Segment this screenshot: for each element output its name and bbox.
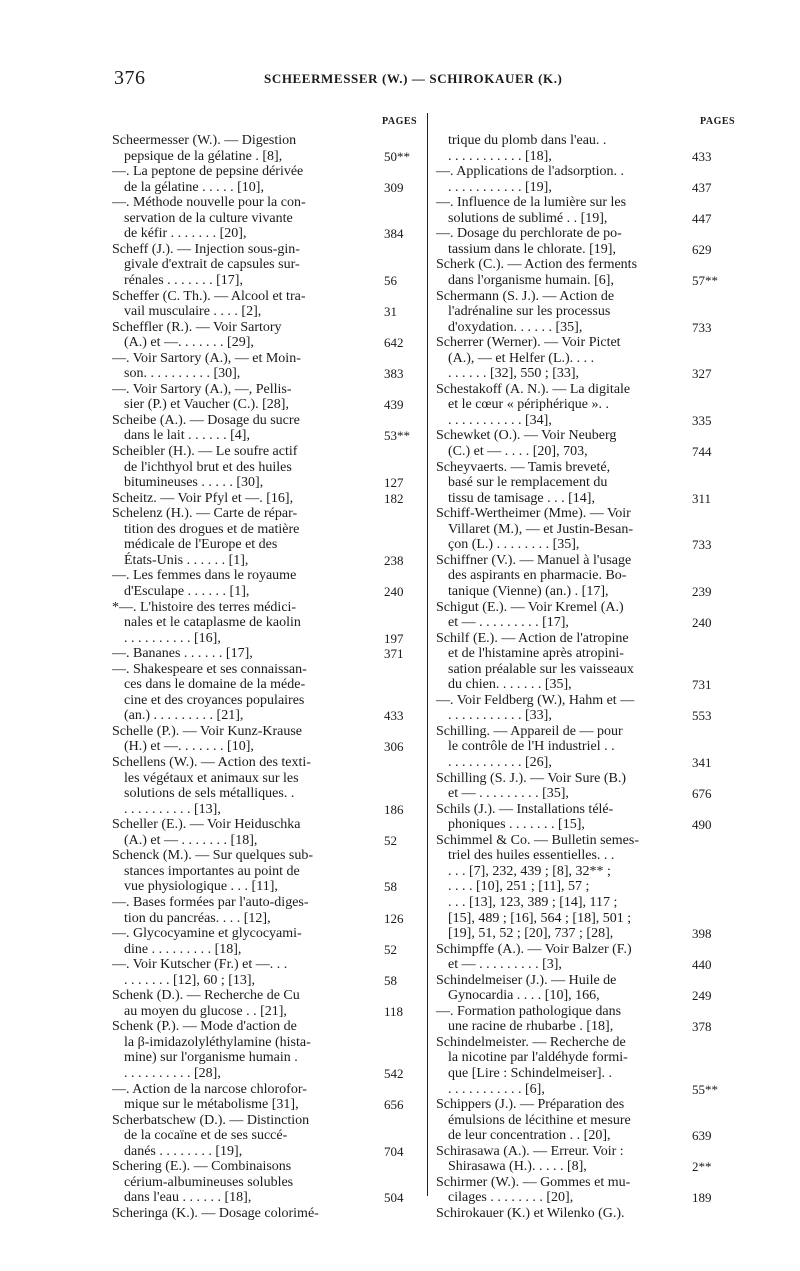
entry-text: —. Voir Feldberg (W.), Hahm et — [436,692,635,708]
entry-text: médicale de l'Europe et des [124,537,278,553]
entry-page: 50** [384,148,410,164]
entry-text: servation de la culture vivante [124,210,293,226]
entry-text: —. Action de la narcose chlorofor- [112,1081,307,1097]
entry-text: Scherk (C.). — Action des ferments [436,257,638,273]
entry-text: des aspirants en pharmacie. Bo- [448,568,627,584]
entry-text: Schiff-Wertheimer (Mme). — Voir [436,506,631,522]
entry-page: 52 [384,832,397,848]
entry-text: triel des huiles essentielles. . . [448,848,615,864]
entry-text: —. Bananes . . . . . . [17], [112,646,253,662]
entry-page: 383 [384,366,404,382]
entry-text: mique sur le métabolisme [31], [124,1097,299,1113]
entry-page: 553 [692,708,712,724]
entry-text: . . . [13], 123, 389 ; [14], 117 ; [448,894,618,910]
entry-text: . . . . . . . . . . [16], [124,630,221,646]
entry-text: . . . [7], 232, 439 ; [8], 32** ; [448,863,611,879]
entry-page: 238 [384,552,404,568]
entry-text: les végétaux et animaux sur les [124,770,299,786]
entry-text: givale d'extrait de capsules sur- [124,257,300,273]
entry-page: 704 [384,1143,404,1159]
entry-text: —. Shakespeare et ses connaissan- [112,661,307,677]
entry-page: 55** [692,1081,718,1097]
entry-text: tion du pancréas. . . . [12], [124,910,271,926]
entry-text: d'oxydation. . . . . . [35], [448,319,583,335]
entry-page: 306 [384,739,404,755]
entry-page: 733 [692,537,712,553]
entry-page: 744 [692,444,712,459]
entry-text: —. Voir Sartory (A.), — et Moin- [112,350,301,366]
entry-text: Schirmer (W.). — Gommes et mu- [436,1174,631,1190]
entry-text: (A.) et —. . . . . . . [29], [124,335,254,351]
entry-text: pepsique de la gélatine . [8], [124,148,283,164]
entry-text: . . . . . . . . . . . [19], [448,179,552,195]
entry-page: 398 [692,926,712,942]
entry-page: 57** [692,272,718,288]
entry-page: 656 [384,1097,404,1113]
entry-text: Scheyvaerts. — Tamis breveté, [436,459,611,475]
entry-text: cérium-albumineuses solubles [124,1174,294,1190]
entry-text: —. Glycocyamine et glycocyami- [112,926,302,942]
entry-page: 371 [384,646,404,662]
entry-text: émulsions de lécithine et mesure [448,1112,631,1128]
entry-text: Scheller (E.). — Voir Heiduschka [112,817,301,833]
entry-page: 240 [692,615,712,631]
entry-text: . . . . . . . . . . . [26], [448,755,552,770]
entry-text: nales et le cataplasme de kaolin [124,615,301,631]
entry-page: 182 [384,490,404,506]
entry-page: 197 [384,630,404,646]
entry-text: tissu de tamisage . . . [14], [448,490,595,506]
entry-text: bitumineuses . . . . . [30], [124,475,264,491]
entry-page: 2** [692,1159,712,1175]
entry-text: —. Influence de la lumière sur les [436,195,627,211]
entry-text: cine et des croyances populaires [124,692,305,708]
entry-page: 490 [692,817,712,833]
entry-text: dans l'eau . . . . . . [18], [124,1190,252,1206]
entry-text: le contrôle de l'H industriel . . [448,739,615,755]
entry-text: de la cocaïne et de ses succé- [124,1128,288,1144]
entry-page: 240 [384,583,404,599]
entry-text: solutions de sels métalliques. . [124,786,295,802]
entry-text: de kéfir . . . . . . . [20], [124,226,247,242]
entry-text: Schilf (E.). — Action de l'atropine [436,630,629,646]
entry-text: danés . . . . . . . . [19], [124,1143,243,1159]
entry-text: Scheitz. — Voir Pfyl et —. [16], [112,490,294,506]
entry-text: au moyen du glucose . . [21], [124,1003,287,1019]
entry-text: et — . . . . . . . . . [3], [448,957,562,973]
entry-text: rénales . . . . . . . [17], [124,272,243,288]
entry-text: *—. L'histoire des terres médici- [112,599,297,615]
entry-text: phoniques . . . . . . . [15], [448,817,585,833]
entry-page: 378 [692,1019,712,1035]
entry-text: la nicotine par l'aldéhyde formi- [448,1050,628,1066]
entry-text: [19], 51, 52 ; [20], 737 ; [28], [448,926,614,942]
entry-page: 629 [692,241,712,257]
entry-text: —. Voir Kutscher (Fr.) et —. . . [112,957,288,973]
entry-text: Scheringa (K.). — Dosage colorimé- [112,1205,319,1221]
entry-page: 437 [692,179,712,195]
entry-text: Schenk (D.). — Recherche de Cu [112,988,300,1004]
entry-page: 58 [384,972,397,988]
entry-page: 639 [692,1128,712,1144]
entry-text: du chien. . . . . . . [35], [448,677,572,693]
entry-text: mine) sur l'organisme humain . [124,1050,298,1066]
entry-page: 542 [384,1066,404,1081]
entry-page: 733 [692,319,712,335]
entry-text: et — . . . . . . . . . [35], [448,786,569,802]
entry-text: Scheibe (A.). — Dosage du sucre [112,412,300,428]
entry-page: 239 [692,583,712,599]
entry-text: basé sur le remplacement du [448,475,608,491]
entry-text: et de l'histamine après atropini- [448,646,624,662]
entry-text: . . . . . . . . . . . [6], [448,1081,545,1097]
entry-page: 433 [384,708,404,724]
entry-page: 447 [692,210,712,226]
page-header [114,67,714,93]
entry-page: 31 [384,304,397,320]
entry-text: tassium dans le chlorate. [19], [448,241,616,257]
entry-text: Schigut (E.). — Voir Kremel (A.) [436,599,624,615]
entry-page: 53** [384,428,410,444]
entry-text: —. Bases formées par l'auto-diges- [112,894,309,910]
entry-text: . . . . . . . . . . . [34], [448,412,552,428]
entry-text: son. . . . . . . . . . [30], [124,366,241,382]
entry-text: Schimmel & Co. — Bulletin semes- [436,832,639,848]
entry-text: la β-imidazolyléthylamine (hista- [124,1034,311,1050]
entry-text: . . . . . . . [12], 60 ; [13], [124,972,256,988]
entry-page: 249 [692,988,712,1004]
entry-text: Schippers (J.). — Préparation des [436,1097,625,1113]
entry-text: Schelle (P.). — Voir Kunz-Krause [112,723,303,739]
page-number: 376 [114,67,146,89]
entry-text: (A.), — et Helfer (L.). . . . [448,350,595,366]
entry-text: Gynocardia . . . . [10], 166, [448,988,600,1004]
entry-text: Scheff (J.). — Injection sous-gin- [112,241,300,257]
entry-text: Schellens (W.). — Action des texti- [112,755,311,770]
entry-text: Schimpffe (A.). — Voir Balzer (F.) [436,941,632,957]
running-title: SCHEERMESSER (W.) — SCHIROKAUER (K.) [264,71,563,86]
entry-text: (H.) et —. . . . . . . [10], [124,739,254,755]
entry-text: de la gélatine . . . . . [10], [124,179,264,195]
entry-text: (an.) . . . . . . . . . [21], [124,708,244,724]
entry-page: 335 [692,412,712,428]
entry-text: —. Les femmes dans le royaume [112,568,297,584]
entry-text: —. Voir Sartory (A.), —, Pellis- [112,381,292,397]
entry-text: (A.) et — . . . . . . . [18], [124,832,258,848]
entry-text: d'Esculape . . . . . . [1], [124,583,250,599]
entry-page: 440 [692,957,712,973]
entry-text: dans le lait . . . . . . [4], [124,428,250,444]
entry-text: Schenk (P.). — Mode d'action de [112,1019,297,1035]
entry-text: Schirokauer (K.) et Wilenko (G.). [436,1205,625,1221]
entry-text: de leur concentration . . [20], [448,1128,611,1144]
entry-text: . . . . . . . . . . . [33], [448,708,552,724]
entry-page: 56 [384,272,397,288]
entry-page: 676 [692,786,712,802]
pages-column-header-left: PAGES [382,116,418,127]
entry-page: 327 [692,366,712,382]
entry-text: Scheibler (H.). — Le soufre actif [112,444,298,459]
entry-page: 439 [384,397,404,413]
entry-text: stances importantes au point de [124,863,300,879]
entry-text: Schewket (O.). — Voir Neuberg [436,428,617,444]
entry-text: Shirasawa (H.). . . . . [8], [448,1159,587,1175]
entry-text: l'adrénaline sur les processus [448,304,611,320]
entry-text: . . . . . . [32], 550 ; [33], [448,366,580,382]
entry-text: dans l'organisme humain. [6], [448,272,614,288]
entry-text: trique du plomb dans l'eau. . [448,133,607,148]
entry-text: et — . . . . . . . . . [17], [448,615,569,631]
entry-text: de l'ichthyol brut et des huiles [124,459,292,475]
entry-text: Schils (J.). — Installations télé- [436,801,614,817]
entry-page: 341 [692,755,712,770]
entry-text: Villaret (M.), — et Justin-Besan- [448,521,634,537]
entry-text: dine . . . . . . . . . [18], [124,941,242,957]
entry-text: Scheffler (R.). — Voir Sartory [112,319,282,335]
entry-text: que [Lire : Schindelmeiser]. . [448,1066,613,1081]
entry-text: Schilling (S. J.). — Voir Sure (B.) [436,770,627,786]
entry-text: Schelenz (H.). — Carte de répar- [112,506,298,522]
pages-column-header-right: PAGES [700,116,736,127]
entry-text: Schindelmeister. — Recherche de [436,1034,626,1050]
entry-text: . . . . . . . . . . [28], [124,1066,221,1081]
entry-page: 384 [384,226,404,242]
entry-text: Schirasawa (A.). — Erreur. Voir : [436,1143,624,1159]
entry-page: 52 [384,941,397,957]
entry-text: tition des drogues et de matière [124,521,300,537]
entry-page: 311 [692,490,712,506]
entry-text: Schilling. — Appareil de — pour [436,723,623,739]
entry-text: Schestakoff (A. N.). — La digitale [436,381,631,397]
entry-text: sation préalable sur les vaisseaux [448,661,634,677]
entry-text: Scherbatschew (D.). — Distinction [112,1112,310,1128]
entry-text: Schermann (S. J.). — Action de [436,288,615,304]
entry-page: 58 [384,879,397,895]
entry-text: —. Méthode nouvelle pour la con- [112,195,306,211]
entry-page: 118 [384,1003,404,1019]
entry-text: Schering (E.). — Combinaisons [112,1159,292,1175]
entry-text: vue physiologique . . . [11], [124,879,278,895]
entry-page: 433 [692,148,712,164]
entry-page: 126 [384,910,404,926]
entry-page: 186 [384,801,404,817]
entry-text: (C.) et — . . . . [20], 703, [448,444,588,459]
entry-page: 309 [384,179,404,195]
entry-text: —. Formation pathologique dans [436,1003,622,1019]
entry-text: —. Dosage du perchlorate de po- [436,226,622,242]
column-divider [427,113,428,1196]
entry-page: 731 [692,677,712,693]
entry-text: Schiffner (V.). — Manuel à l'usage [436,552,632,568]
entry-text: Schenck (M.). — Sur quelques sub- [112,848,314,864]
entry-text: Schindelmeiser (J.). — Huile de [436,972,617,988]
entry-text: vail musculaire . . . . [2], [124,304,262,320]
entry-page: 189 [692,1190,712,1206]
entry-page: 504 [384,1190,404,1206]
entry-text: et le cœur « périphérique ». . [448,397,609,413]
entry-text: Scheffer (C. Th.). — Alcool et tra- [112,288,306,304]
entry-text: —. Applications de l'adsorption. . [436,164,625,180]
entry-page: 127 [384,475,404,491]
entry-text: ces dans le domaine de la méde- [124,677,306,693]
entry-text: États-Unis . . . . . . [1], [124,552,249,568]
entry-text: —. La peptone de pepsine dérivée [112,164,304,180]
entry-text: Scheermesser (W.). — Digestion [112,133,297,148]
entry-text: une racine de rhubarbe . [18], [448,1019,614,1035]
entry-text: [15], 489 ; [16], 564 ; [18], 501 ; [448,910,632,926]
entry-text: . . . . [10], 251 ; [11], 57 ; [448,879,590,895]
entry-text: . . . . . . . . . . [13], [124,801,221,817]
entry-text: Scherrer (Werner). — Voir Pictet [436,335,621,351]
entry-text: . . . . . . . . . . . [18], [448,148,552,164]
entry-text: sier (P.) et Vaucher (C.). [28], [124,397,289,413]
entry-text: solutions de sublimé . . [19], [448,210,608,226]
entry-text: tanique (Vienne) (an.) . [17], [448,583,609,599]
entry-page: 642 [384,335,404,351]
entry-text: çon (L.) . . . . . . . . [35], [448,537,580,553]
entry-text: cilages . . . . . . . . [20], [448,1190,574,1206]
